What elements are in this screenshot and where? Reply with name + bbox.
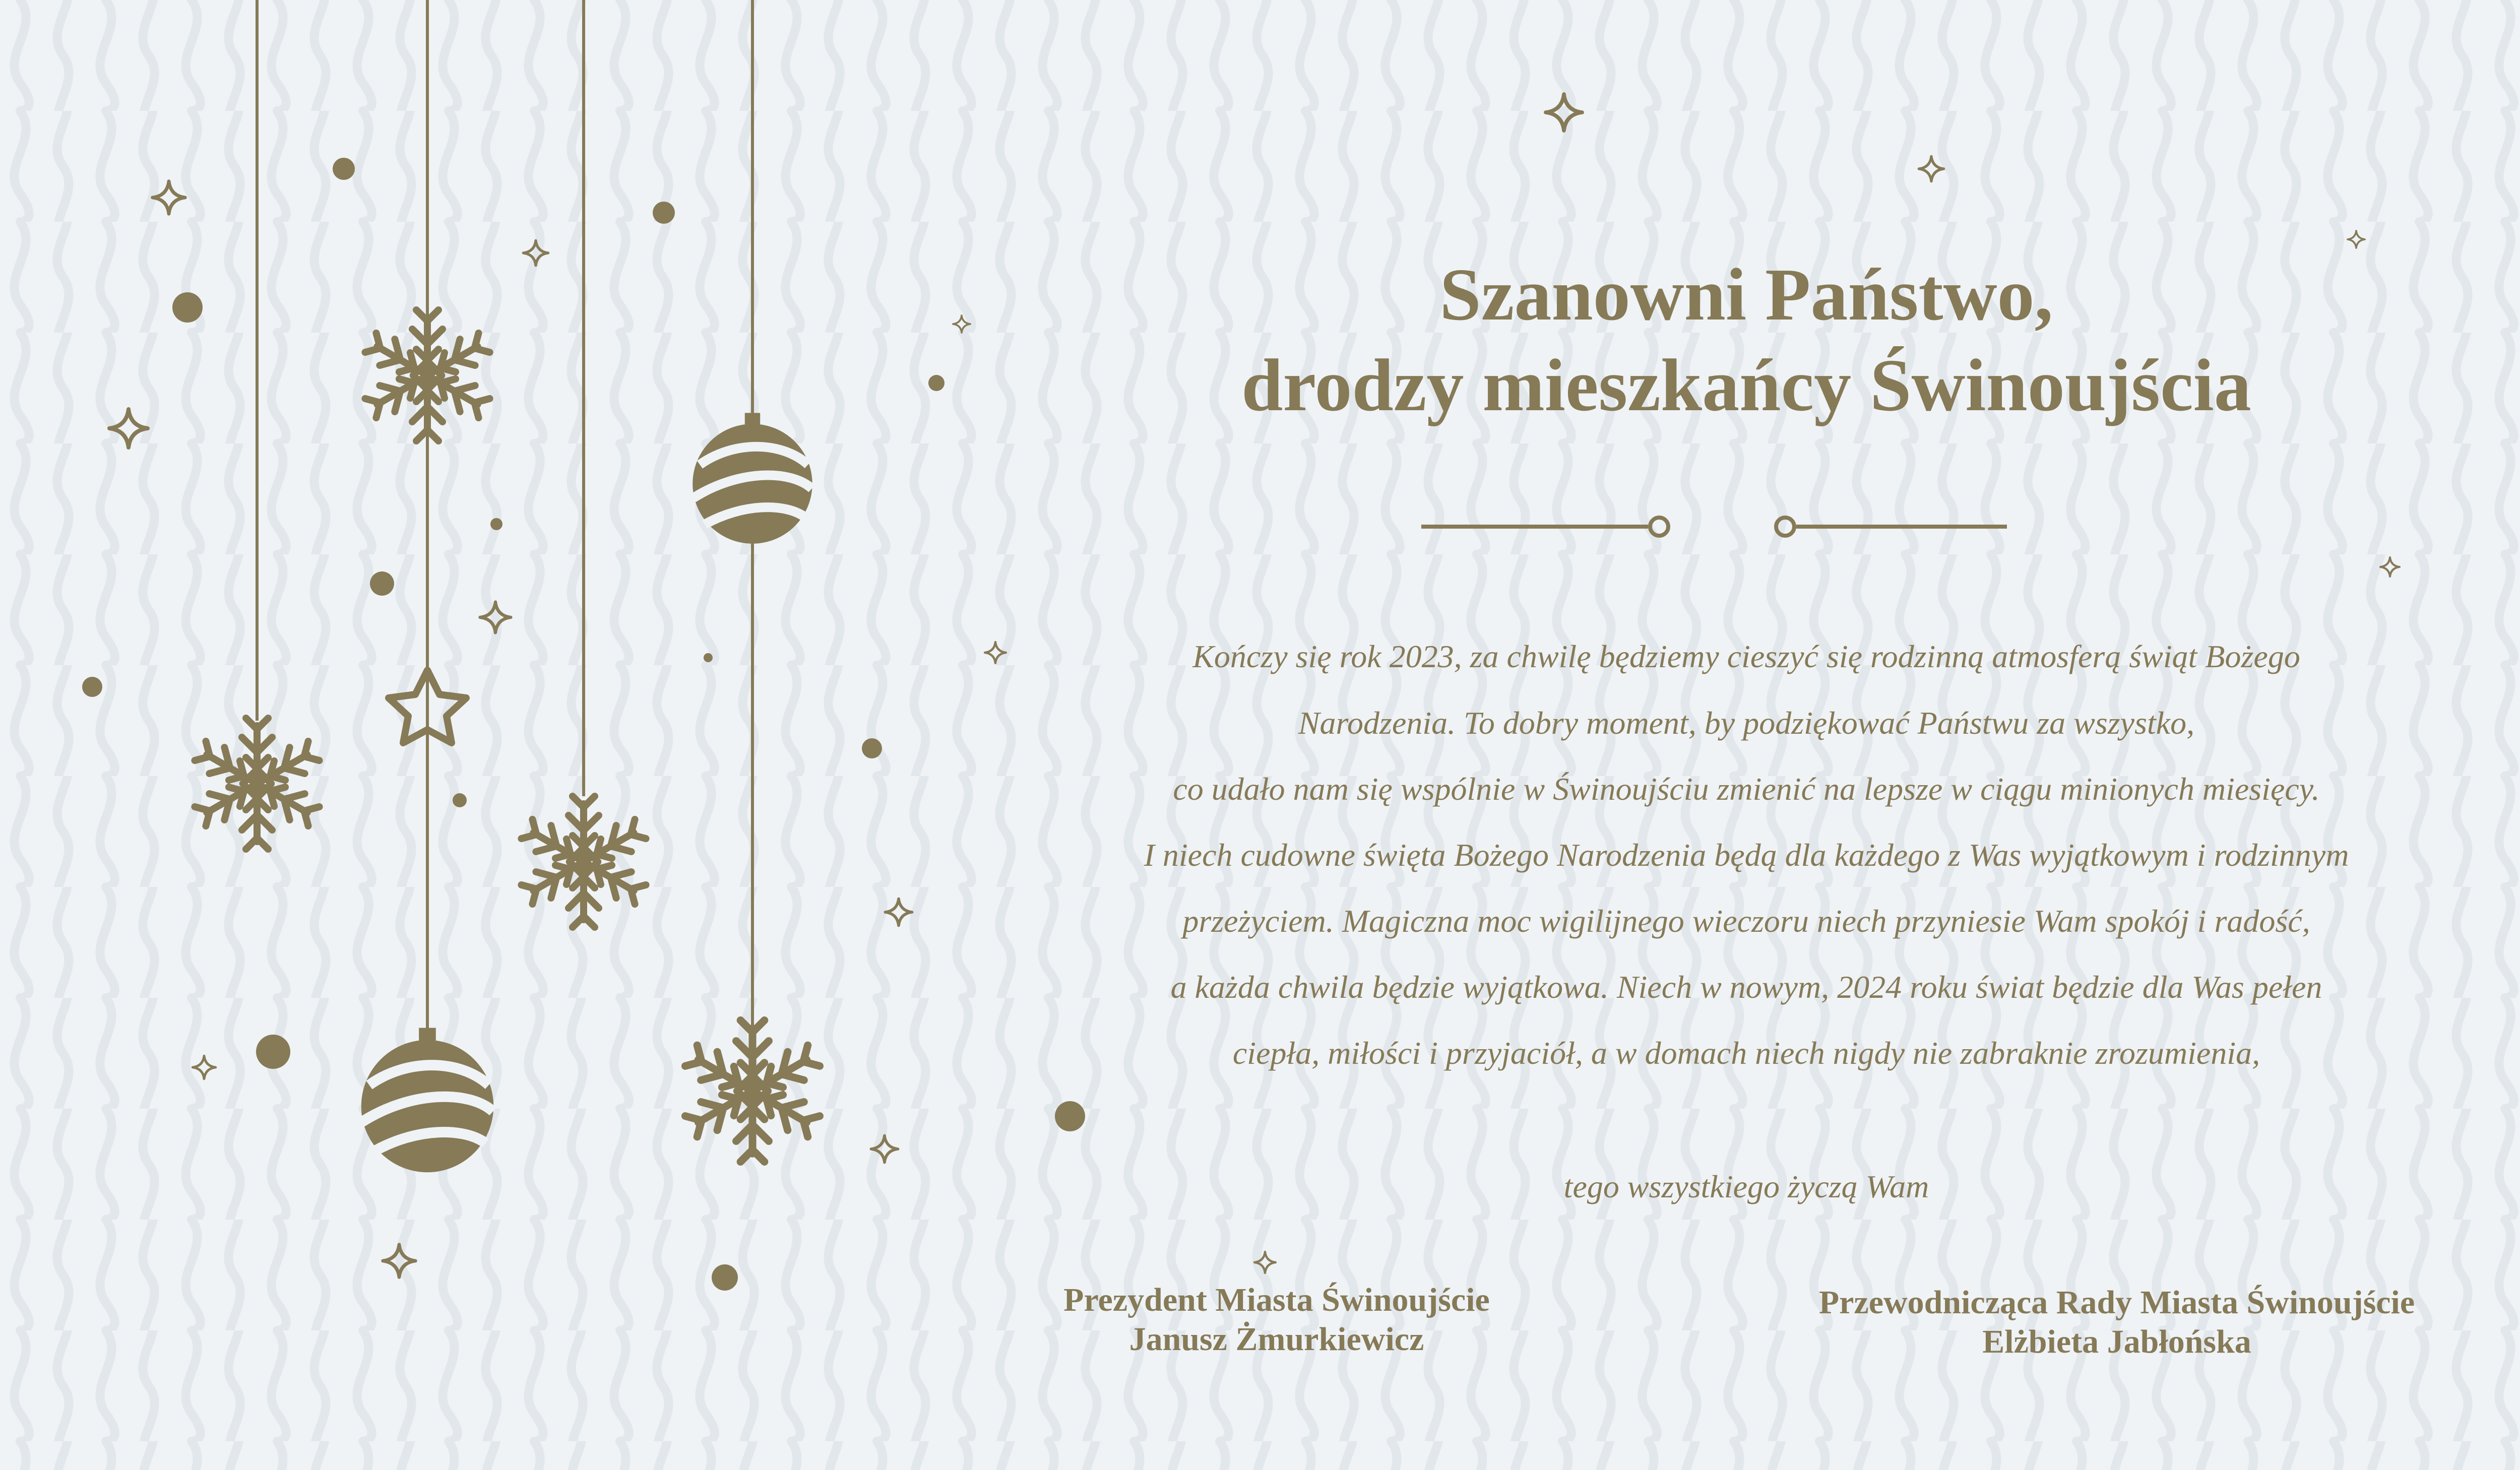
snowflake-icon	[519, 796, 648, 927]
ornament-ball-icon	[692, 413, 812, 543]
snowflake-icon	[363, 310, 491, 441]
greeting-subtitle: drodzy mieszkańcy Świnoujścia	[1241, 344, 2251, 427]
message-line: ciepła, miłości i przyjaciół, a w domach niech nigdy nie zabraknie zrozumienia,	[1232, 1035, 2260, 1071]
message-line: Kończy się rok 2023, za chwilę będziemy cieszyć się rodzinną atmosferą świąt Bożego	[1192, 638, 2300, 674]
message-line: I niech cudowne święta Bożego Narodzenia będą dla każdego z Was wyjątkowym i rodzinnym	[1144, 837, 2349, 873]
right-signature-name: Elżbieta Jabłońska	[1982, 1323, 2251, 1360]
right-signature-role: Przewodnicząca Rady Miasta Świnoujście	[1818, 1284, 2415, 1321]
closing-line: tego wszystkiego życzą Wam	[1563, 1169, 1929, 1204]
ornament-ball-icon	[361, 1028, 494, 1173]
left-signature-role: Prezydent Miasta Świnoujście	[1063, 1282, 1490, 1318]
message-line: Narodzenia. To dobry moment, by podziękować Państwu za wszystko,	[1298, 705, 2195, 741]
title-divider	[1421, 518, 2007, 536]
message-line: a każda chwila będzie wyjątkowa. Niech w nowym, 2024 roku świat będzie dla Was pełen	[1170, 969, 2322, 1005]
greeting-title: Szanowni Państwo,	[1439, 253, 2053, 336]
left-signature-name: Janusz Żmurkiewicz	[1129, 1321, 1424, 1358]
snowflake-icon	[193, 718, 321, 849]
message-line: co udało nam się wspólnie w Świnoujściu zmienić na lepsze w ciągu minionych miesięcy.	[1173, 771, 2320, 807]
message-line: przeżyciem. Magiczna moc wigilijnego wieczoru niech przyniesie Wam spokój i radość,	[1182, 903, 2310, 939]
snowflake-icon	[683, 1020, 822, 1162]
